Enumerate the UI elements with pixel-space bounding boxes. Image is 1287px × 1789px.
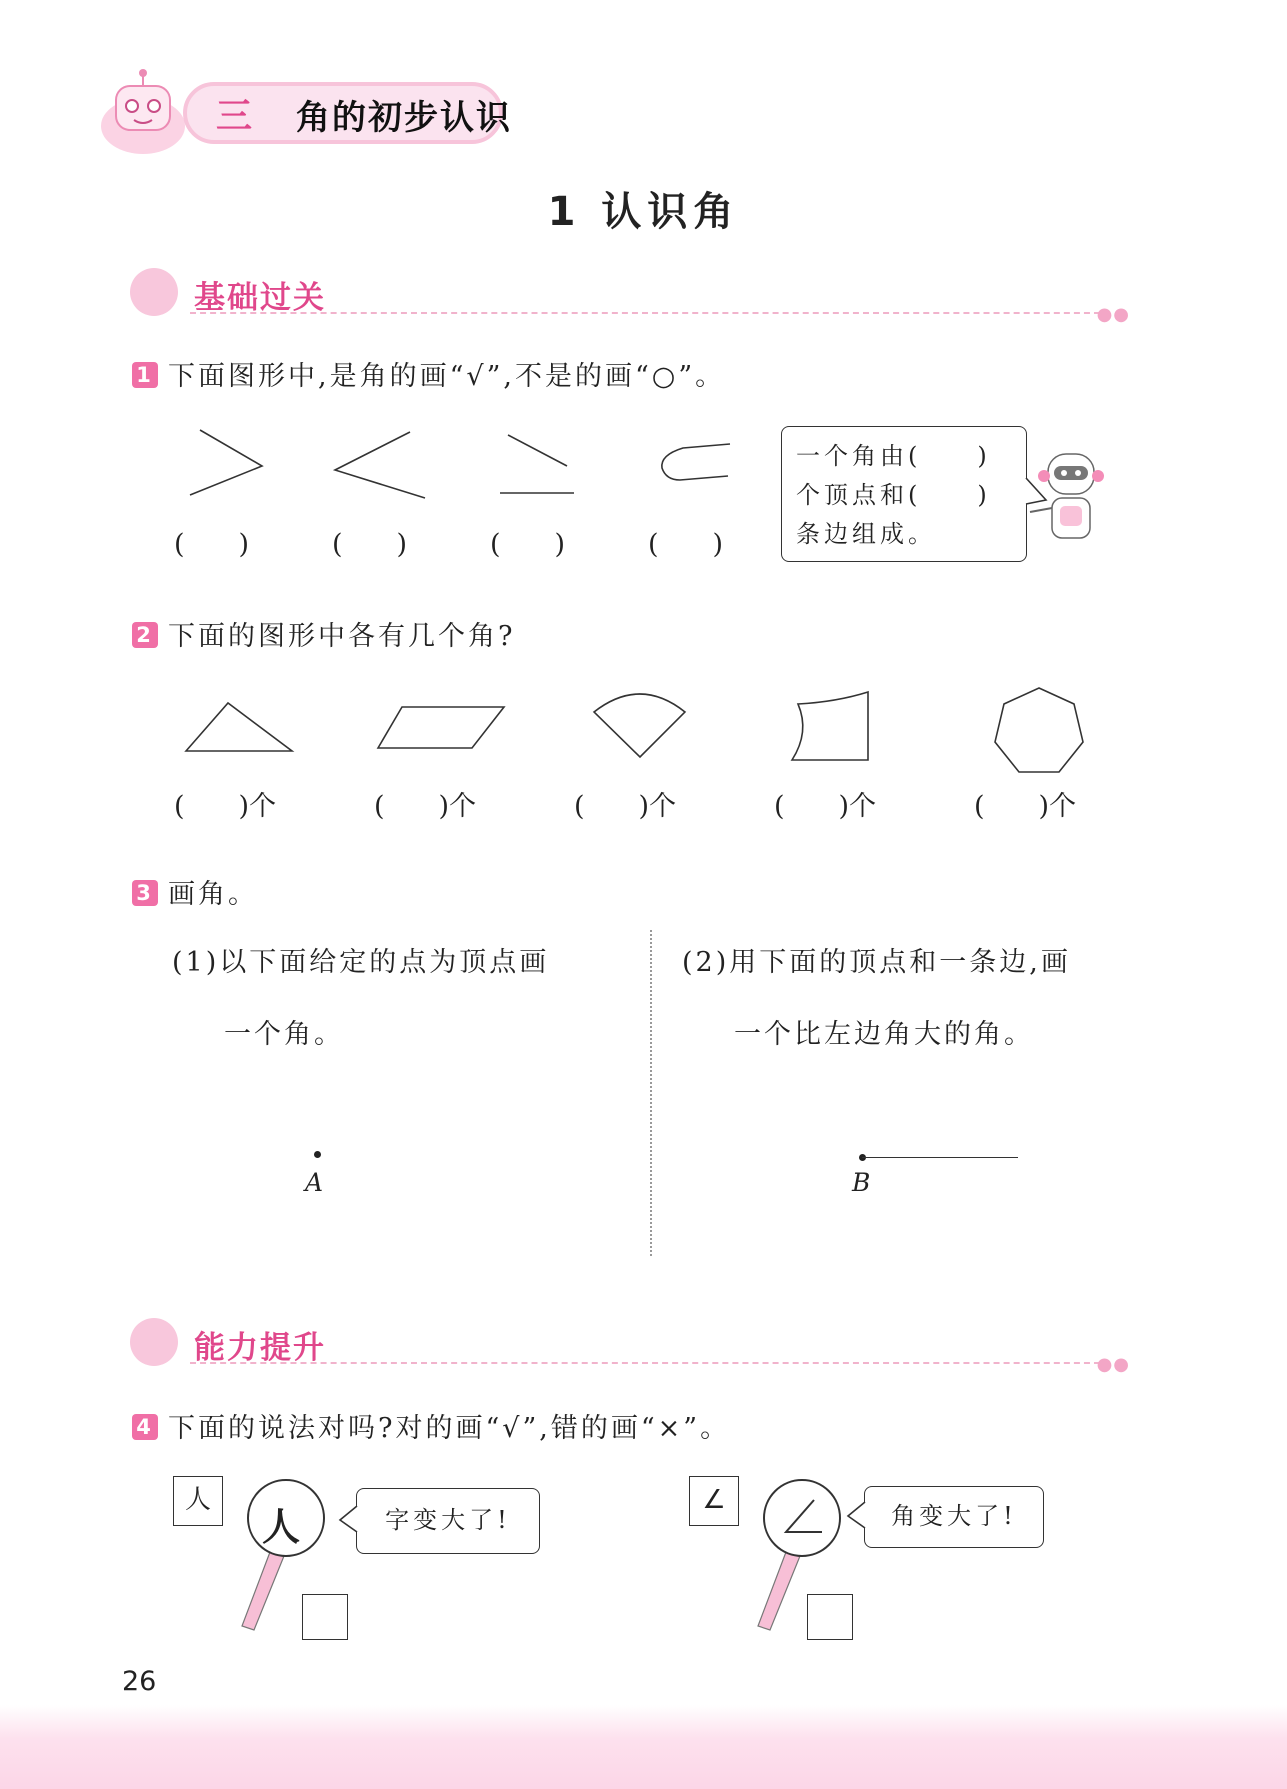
magnified-char: 人 <box>262 1505 301 1549</box>
question-text: 下面的图形中各有几个角? <box>168 621 516 652</box>
answer-blank[interactable]: ( ) <box>490 529 566 560</box>
robot-icon <box>1030 448 1110 558</box>
answer-blank[interactable]: ( ) <box>174 529 250 560</box>
speech-bubble: 角变大了! <box>864 1486 1044 1548</box>
dashed-divider <box>190 312 1100 314</box>
section-title: 基础过关 <box>194 280 326 316</box>
figure-sector <box>594 694 685 757</box>
question-text: 下面的说法对吗?对的画“√”,错的画“×”。 <box>168 1413 731 1444</box>
question-2 <box>132 614 515 653</box>
given-ray-b <box>862 1157 1018 1158</box>
q3-part1-line2: 一个角。 <box>224 1019 344 1050</box>
angle-sample-box: ∠ <box>689 1476 739 1526</box>
figure-parallelogram <box>378 707 504 748</box>
mascot-badge-icon <box>130 1318 178 1366</box>
robot-mascot-icon <box>88 68 198 158</box>
decor-dots: ●● <box>1096 304 1130 325</box>
answer-blank[interactable]: ( ) <box>648 529 724 560</box>
answer-checkbox[interactable] <box>302 1594 348 1640</box>
lesson-title: 1 认识角 <box>547 189 740 235</box>
figure-curved-corner <box>662 444 730 480</box>
answer-checkbox[interactable] <box>807 1594 853 1640</box>
question-number: 2 <box>132 622 158 648</box>
footer-band <box>0 1705 1287 1789</box>
decor-dots: ●● <box>1096 1354 1130 1375</box>
bubble-line: 一个角由( ) <box>796 442 991 470</box>
question-number: 3 <box>132 880 158 906</box>
q3-part2-line2: 一个比左边角大的角。 <box>734 1019 1034 1050</box>
figure-curved-quad <box>792 692 868 760</box>
speech-bubble <box>781 426 1027 562</box>
section-header-advanced <box>130 1314 1130 1374</box>
bubble-tail <box>340 1506 360 1536</box>
bubble-line: 个顶点和( ) <box>796 481 991 509</box>
question-number: 4 <box>132 1414 158 1440</box>
q3-part2-line1: (2)用下面的顶点和一条边,画 <box>682 947 1071 978</box>
char-sample-box: 人 <box>173 1476 223 1526</box>
question-number: 1 <box>132 362 158 388</box>
q3-part1-line1: (1)以下面给定的点为顶点画 <box>172 947 550 978</box>
vertex-point-a[interactable] <box>314 1151 321 1158</box>
point-label-a: A <box>305 1168 324 1197</box>
figure-heptagon <box>995 688 1083 772</box>
chapter-title: 角的初步认识 <box>296 98 512 138</box>
mascot-badge-icon <box>130 268 178 316</box>
question-3 <box>132 872 258 911</box>
chapter-header <box>88 68 528 160</box>
figure-triangle <box>186 703 292 751</box>
answer-blank[interactable]: ( )个 <box>774 791 877 822</box>
q2-figures <box>0 680 1287 790</box>
section-header-basic <box>130 264 1130 324</box>
column-divider <box>650 930 652 1256</box>
question-text: 下面图形中,是角的画“√”,不是的画“○”。 <box>168 361 726 392</box>
question-text: 画角。 <box>168 879 258 910</box>
answer-blank[interactable]: ( ) <box>332 529 408 560</box>
speech-bubble: 字变大了! <box>356 1488 540 1554</box>
answer-blank[interactable]: ( )个 <box>974 791 1077 822</box>
figure-separate-lines-a <box>508 435 567 466</box>
point-label-b: B <box>852 1168 871 1197</box>
figure-angle-right <box>190 430 262 495</box>
figure-angle-left <box>335 432 425 498</box>
section-title: 能力提升 <box>194 1330 326 1366</box>
chapter-number: 三 <box>216 96 257 137</box>
bubble-tail <box>848 1502 868 1532</box>
page-number: 26 <box>122 1666 157 1697</box>
answer-blank[interactable]: ( )个 <box>574 791 677 822</box>
bubble-line: 条边组成。 <box>796 520 936 548</box>
answer-blank[interactable]: ( )个 <box>374 791 477 822</box>
question-1 <box>132 354 725 393</box>
question-4 <box>132 1406 730 1445</box>
dashed-divider <box>190 1362 1100 1364</box>
answer-blank[interactable]: ( )个 <box>174 791 277 822</box>
